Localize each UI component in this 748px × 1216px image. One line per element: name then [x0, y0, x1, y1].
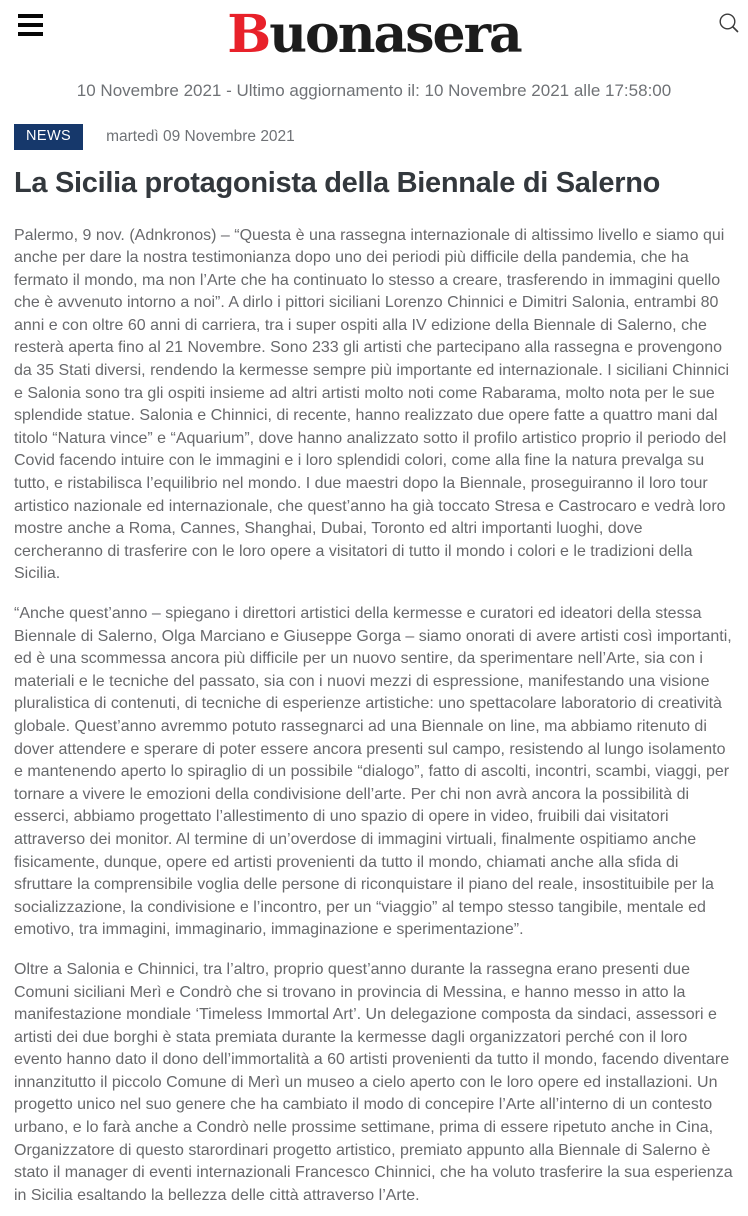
page-date-line: 10 Novembre 2021 - Ultimo aggiornamento il: 10 Novembre 2021 alle 17:58:00	[76, 81, 672, 100]
site-header	[0, 0, 748, 66]
article-title: La Sicilia protagonista della Biennale di Salerno	[14, 166, 661, 199]
hamburger-bar	[18, 14, 43, 18]
search-button[interactable]	[715, 11, 743, 39]
logo-initial: B	[227, 4, 270, 65]
article-paragraph-2: “Anche quest’anno – spiegano i direttori artistici della kermesse e curatori ed ideatori della stessa Biennale di Salerno, Olga Marciano e Giuseppe Gorga – siamo onorati di avere artisti così importanti, ed è una scommessa ancora più difficile per un nuovo sentire, da sperimentare nell’Arte, sia con i materiali e le tecniche del passato, sia con i nuovi mezzi di espressione, manifestando una visione pluralistica di contenuti, di tecniche di esperienze artistiche: uno spettacolare laboratorio di creatività globale. Quest’anno avremmo potuto rassegnarci ad una Biennale on line, ma abbiamo ritenuto di dover attendere e sperare di poter essere ancora presenti sul campo, resistendo al lungo isolamento e mantenendo aperto lo spiraglio di un possibile “dialogo”, fatto di ascolti, incontri, scambi, viaggi, per tornare a vivere le emozioni della condivisione dell’arte. Per chi non avrà ancora la possibilità di esserci, abbiamo progettato l’allestimento di uno spazio di opere in video, fruibili dai visitatori attraverso dei monitor. Al termine di un’overdose di immagini virtuali, finalmente ospitiamo anche fisicamente, dunque, opere ed artisti provenienti da tutto il mondo, chiamati anche alla sfida di sfruttare la comprensibile voglia delle persone di riconquistare il piano del reale, insostituibile per la socializzazione, la condivisione e l’incontro, per un “viaggio” al tempo stesso tangibile, mentale ed emotivo, tra immagini, immaginario, immaginazione e sperimentazione”.	[14, 605, 732, 939]
hamburger-icon	[18, 14, 43, 36]
site-logo[interactable]	[0, 4, 748, 66]
article-paragraph-3: Oltre a Salonia e Chinnici, tra l’altro, proprio quest’anno durante la rassegna erano presenti due Comuni siciliani Merì e Condrò che si trovano in provincia di Messina, e hanno messo in atto la manifestazione mondiale ‘Timeless Immortal Art’. Un delegazione composta da sindaci, assessori e artisti dei due borghi è stata premiata durante la kermesse dagli organizzatori perché con il loro evento hanno dato il dono dell’immortalità a 60 artisti provenienti da tutto il mondo, facendo diventare innanzitutto il piccolo Comune di Merì un museo a cielo aperto con le loro opere ed installazioni. Un progetto unico nel suo genere che ha cambiato il modo di concepire l’Arte all’interno di un contesto urbano, e lo farà anche a Condrò nelle prossime settimane, prima di essere ripetuto anche in Cina, Organizzatore di questo starordinari progetto artistico, premiato appunto alla Biennale di Salerno è stato il manager di eventi internazionali Francesco Chinnici, che ha voluto trasferire la sua esperienza in Sicilia esaltando la bellezza delle città attraverso l’Arte.	[14, 960, 733, 1204]
article-paragraph-1: Palermo, 9 nov. (Adnkronos) – “Questa è una rassegna internazionale di altissimo livello e siamo qui anche per dare la nostra testimonianza dopo uno dei periodi più difficile della pandemia, che ha fermato il mondo, ma non l’Arte che ha continuato lo stesso a creare, trasferendo in immagini quello che è avvenuto intorno a noi”. A dirlo i pittori siciliani Lorenzo Chinnici e Dimitri Salonia, entrambi 80 anni e con oltre 60 anni di carriera, tra i super ospiti alla IV edizione della Biennale di Salerno, che resterà aperta fino al 21 Novembre. Sono 233 gli artisti che partecipano alla rassegna e provengono da 35 Stati diversi, rendendo la kermesse sempre più importante ed internazionale. I siciliani Chinnici e Salonia sono tra gli ospiti insieme ad altri artisti molto noti come Rabarama, molto nota per le sue splendide statue. Salonia e Chinnici, di recente, hanno realizzato due opere fatte a quattro mani dal titolo “Natura vince” e “Aquarium”, dove hanno analizzato sotto il profilo artistico proprio il periodo del Covid facendo intuire con le immagini e i loro splendidi colori, come alla fine la natura prevalga su tutto, e ristabilisca l’equilibrio nel mondo. I due maestri dopo la Biennale, proseguiranno il loro tour artistico nazionale ed internazionale, che quest’anno ha già toccato Stresa e Castrocaro e vedrà loro mostre anche a Roma, Cannes, Shanghai, Dubai, Toronto ed altri importanti luoghi, dove cercheranno di trasferire con le loro opere a visitatori di tutto il mondo i colori e le tradizioni della Sicilia.	[14, 226, 730, 583]
menu-button[interactable]	[18, 14, 43, 36]
hamburger-bar	[18, 32, 43, 36]
hamburger-bar	[18, 23, 43, 27]
published-date: martedì 09 Novembre 2021	[106, 127, 295, 145]
category-badge[interactable]: NEWS	[14, 124, 83, 150]
article-meta	[14, 124, 735, 150]
logo-rest: uonasera	[269, 4, 521, 65]
article	[0, 124, 748, 1207]
search-icon	[716, 11, 742, 37]
